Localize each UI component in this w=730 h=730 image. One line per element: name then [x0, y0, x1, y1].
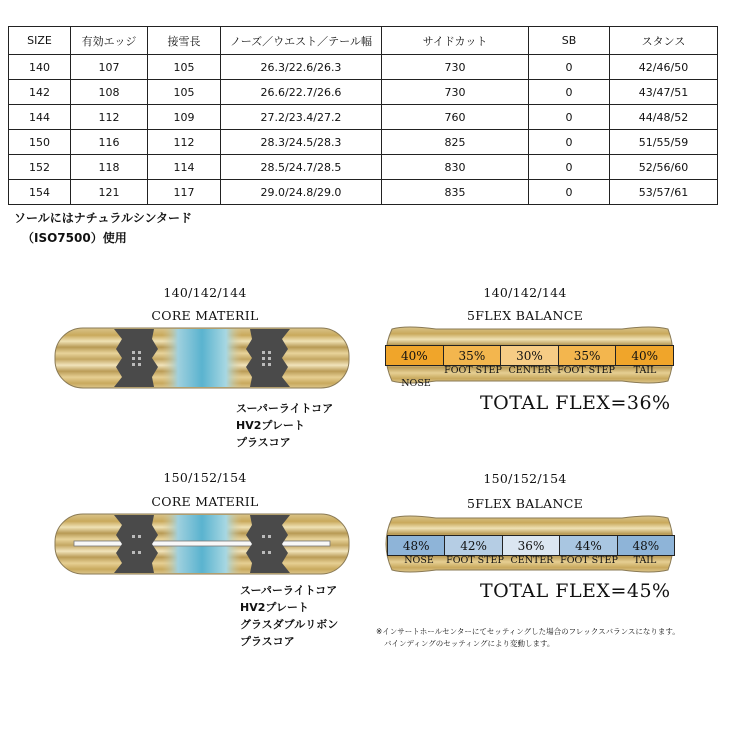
flex-label-tail: TAIL [633, 555, 657, 566]
flex-sizes-2: 150/152/154 [483, 471, 567, 486]
cell-contact: 109 [148, 105, 221, 130]
cell-stance: 43/47/51 [610, 80, 718, 105]
material-item: HV2プレート [236, 419, 305, 432]
cell-sidecut: 730 [382, 55, 529, 80]
core-board-image-2 [52, 511, 352, 577]
table-row [9, 105, 718, 130]
flex-cell-center: 36% [503, 536, 560, 555]
cell-sb: 0 [529, 80, 610, 105]
table-row [9, 55, 718, 80]
cell-size: 142 [9, 80, 71, 105]
flex-cell-nose: 48% [388, 536, 445, 555]
cell-sidecut: 760 [382, 105, 529, 130]
material-item: スーパーライトコア [240, 584, 338, 597]
core-materials-1 [236, 400, 333, 451]
flex-cell-tail: 40% [616, 346, 673, 365]
flex-label-foot-step: FOOT STEP [444, 365, 502, 376]
sole-note-line-1: ソールにはナチュラルシンタード [14, 211, 192, 225]
col-size: SIZE [9, 27, 71, 55]
flex-label-center: CENTER [508, 365, 552, 376]
table-row [9, 180, 718, 205]
flex-cell-nose: 40% [386, 346, 444, 365]
cell-edge: 121 [71, 180, 148, 205]
cell-edge: 116 [71, 130, 148, 155]
cell-size: 154 [9, 180, 71, 205]
flex-cell-foot-step-2: 35% [559, 346, 617, 365]
cell-edge: 108 [71, 80, 148, 105]
total-flex-2: TOTAL FLEX=45% [480, 580, 671, 602]
cell-widths: 28.5/24.7/28.5 [221, 155, 382, 180]
core-board-image-1 [52, 325, 352, 391]
flex-cell-foot-step-1: 42% [445, 536, 502, 555]
flex-cell-foot-step-2: 44% [560, 536, 617, 555]
col-sidecut: サイドカット [382, 27, 529, 55]
cell-sidecut: 730 [382, 80, 529, 105]
cell-widths: 28.3/24.5/28.3 [221, 130, 382, 155]
table-row [9, 80, 718, 105]
table-row [9, 130, 718, 155]
table-row [9, 155, 718, 180]
flex-cell-foot-step-1: 35% [444, 346, 502, 365]
flex-cell-tail: 48% [618, 536, 674, 555]
cell-size: 152 [9, 155, 71, 180]
material-item: HV2プレート [240, 601, 309, 614]
flex-balance-bar-2 [387, 535, 675, 556]
cell-contact: 105 [148, 80, 221, 105]
cell-sb: 0 [529, 105, 610, 130]
flex-balance-bar-1 [385, 345, 674, 366]
flex-cell-center: 30% [501, 346, 559, 365]
cell-sidecut: 835 [382, 180, 529, 205]
cell-edge: 112 [71, 105, 148, 130]
cell-stance: 51/55/59 [610, 130, 718, 155]
cell-size: 150 [9, 130, 71, 155]
material-item: グラスダブルリボン [240, 618, 339, 631]
col-contact-length: 接雪長 [148, 27, 221, 55]
cell-edge: 107 [71, 55, 148, 80]
cell-stance: 52/56/60 [610, 155, 718, 180]
footnote-line-2: バインディングのセッティングにより変動します。 [384, 639, 555, 648]
flex-label-center: CENTER [510, 555, 554, 566]
core-materials-2 [240, 582, 338, 650]
col-sb: SB [529, 27, 610, 55]
flex-sizes-1: 140/142/144 [483, 285, 567, 300]
col-widths: ノーズ／ウエスト／テール幅 [221, 27, 382, 55]
material-item: プラスコア [240, 635, 295, 648]
cell-stance: 44/48/52 [610, 105, 718, 130]
flex-label-tail: TAIL [633, 365, 657, 376]
cell-stance: 53/57/61 [610, 180, 718, 205]
cell-contact: 105 [148, 55, 221, 80]
spec-table [8, 26, 718, 205]
cell-size: 140 [9, 55, 71, 80]
flex-label-foot-step: FOOT STEP [560, 555, 618, 566]
sole-note-line-2: （ISO7500）使用 [22, 231, 127, 245]
cell-sb: 0 [529, 155, 610, 180]
cell-sb: 0 [529, 180, 610, 205]
flex-label-foot-step: FOOT STEP [557, 365, 615, 376]
cell-sidecut: 825 [382, 130, 529, 155]
core-sizes-2: 150/152/154 [163, 470, 247, 485]
cell-stance: 42/46/50 [610, 55, 718, 80]
footnote-line-1: ※インサートホールセンターにてセッティングした場合のフレックスバランスになります。 [376, 627, 680, 636]
material-item: スーパーライトコア [236, 402, 334, 415]
cell-sidecut: 830 [382, 155, 529, 180]
cell-contact: 117 [148, 180, 221, 205]
cell-sb: 0 [529, 130, 610, 155]
cell-widths: 29.0/24.8/29.0 [221, 180, 382, 205]
flex-title-2: 5FLEX BALANCE [467, 496, 583, 511]
spec-header-row [9, 27, 718, 55]
col-stance: スタンス [610, 27, 718, 55]
cell-contact: 112 [148, 130, 221, 155]
flex-title-1: 5FLEX BALANCE [467, 308, 583, 323]
flex-label-foot-step: FOOT STEP [446, 555, 504, 566]
cell-widths: 26.3/22.6/26.3 [221, 55, 382, 80]
core-title-1: CORE MATERIL [151, 308, 259, 323]
total-flex-1: TOTAL FLEX=36% [480, 392, 671, 414]
col-effective-edge: 有効エッジ [71, 27, 148, 55]
cell-sb: 0 [529, 55, 610, 80]
cell-widths: 26.6/22.7/26.6 [221, 80, 382, 105]
flex-label-nose: NOSE [404, 555, 434, 566]
cell-size: 144 [9, 105, 71, 130]
cell-widths: 27.2/23.4/27.2 [221, 105, 382, 130]
flex-label-nose: NOSE [401, 378, 431, 389]
core-title-2: CORE MATERIL [151, 494, 259, 509]
core-sizes-1: 140/142/144 [163, 285, 247, 300]
cell-edge: 118 [71, 155, 148, 180]
cell-contact: 114 [148, 155, 221, 180]
material-item: プラスコア [236, 436, 291, 449]
